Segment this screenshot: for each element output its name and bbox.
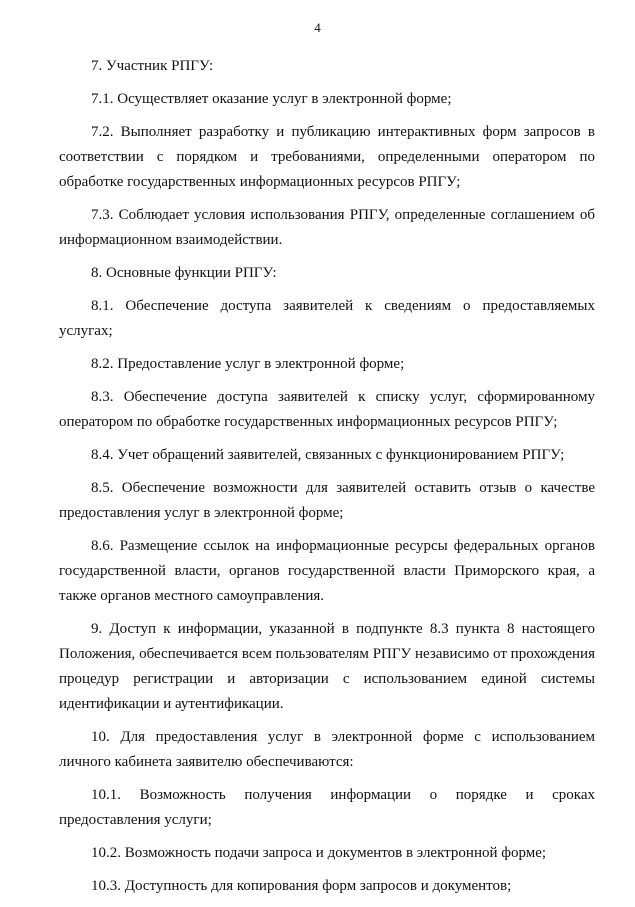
paragraph-10-2: 10.2. Возможность подачи запроса и документов в электронной форме; [91,845,547,861]
paragraph-8-4: 8.4. Учет обращений заявителей, связанных с функционированием РПГУ; [91,447,565,463]
paragraph-7-3: 7.3. Соблюдает условия использования РПГУ, определенные соглашением об информационном взаимодействии. [59,207,595,248]
paragraph-8-6: 8.6. Размещение ссылок на информационные ресурсы федеральных органов государственной власти, органов государственной власти Приморского края, а также органов местного самоуправления. [59,538,595,604]
document-body [59,54,595,907]
paragraph-8-1: 8.1. Обеспечение доступа заявителей к сведениям о предоставляемых услугах; [59,298,595,339]
paragraph-10-3: 10.3. Доступность для копирования форм запросов и документов; [91,878,512,894]
paragraph-8-2: 8.2. Предоставление услуг в электронной форме; [91,356,405,372]
paragraph-7-1: 7.1. Осуществляет оказание услуг в электронной форме; [91,91,452,107]
paragraph-7: 7. Участник РПГУ: [91,58,214,74]
paragraph-9: 9. Доступ к информации, указанной в подпункте 8.3 пункта 8 настоящего Положения, обеспечивается всем пользователям РПГУ независимо от прохождения процедур регистрации и авторизации с использованием единой системы идентификации и аутентификации. [59,621,595,712]
paragraph-7-2: 7.2. Выполняет разработку и публикацию интерактивных форм запросов в соответствии с порядком и требованиями, определенными оператором по обработке государственных информационных ресурсов РПГУ; [59,124,595,190]
paragraph-8: 8. Основные функции РПГУ: [91,265,277,281]
paragraph-10: 10. Для предоставления услуг в электронной форме с использованием личного кабинета заявителю обеспечиваются: [59,729,595,770]
paragraph-10-1: 10.1. Возможность получения информации о порядке и сроках предоставления услуги; [59,787,595,828]
paragraph-8-5: 8.5. Обеспечение возможности для заявителей оставить отзыв о качестве предоставления услуг в электронной форме; [59,480,595,521]
paragraph-8-3: 8.3. Обеспечение доступа заявителей к списку услуг, сформированному оператором по обработке государственных информационных ресурсов РПГУ; [59,389,595,430]
page-number: 4 [314,20,321,35]
